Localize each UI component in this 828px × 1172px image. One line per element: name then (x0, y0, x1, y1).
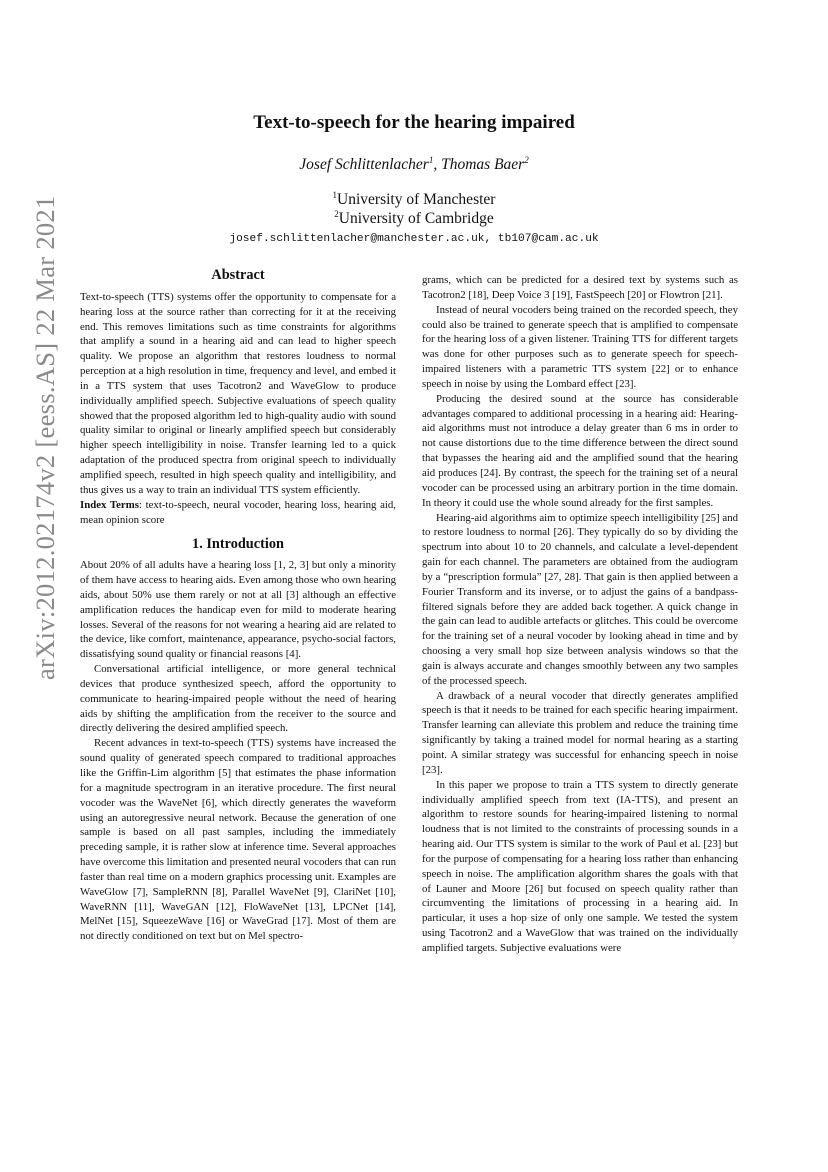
introduction-heading: 1. Introduction (192, 536, 284, 553)
right-column (422, 273, 738, 956)
arxiv-identifier: arXiv:2012.02174v2 [eess.AS] 22 Mar 2021 (30, 195, 60, 680)
intro-paragraph-8: In this paper we propose to train a TTS system to directly generate individually amplified speech from text (IA-TTS), and present an algorithm to restore sounds for hearing-impaired listening to normal loudness that is not limited to the constraints of processing sounds in a hearing aid. Our TTS system is similar to the work of Paul et al. [23] but for the purpose of compensating for a hearing loss rather than enhancing speech in noise. The amplification algorithm shares the goals with that of Launer and Moore [26] but focused on speech quality rather than circumventing the limitations of processing in a hearing aid. In particular, it uses a hop size of only one sample. We tested the system using Tacotron2 and a WaveGlow that was trained on the individually amplified targets. Subjective evaluations were (422, 778, 738, 954)
author-1-affil-mark: 1 (428, 154, 434, 165)
affiliation-2-mark: 2 (334, 208, 339, 219)
author-2-affil-mark: 2 (524, 154, 529, 165)
author-separator: , (433, 156, 442, 173)
affiliation-2 (80, 209, 748, 228)
intro-paragraph-6: Hearing-aid algorithms aim to optimize speech intelligibility [25] and to restore loudness to normal [26]. They typically do so by dividing the spectrum into about 10 to 20 channels, and calculate a level-dependent gain for each channel. The parameters are obtained from the audiogram by a “prescription formula” [27, 28]. That gain is then applied between a Fourier Transform and its inverse, or to adjust the gains of a bandpass-filtered signals before they are added back together. A quick change in the gain can lead to audible artefacts or glitches. This could be overcome for the training set of a neural vocoder by looking ahead in time and by choosing a very small hop size between analysis windows so that the gain is always accurate and changes smoothly between any two samples of the processed speech. (422, 511, 738, 687)
paper-title: Text-to-speech for the hearing impaired (253, 112, 575, 133)
index-terms (80, 498, 396, 528)
index-terms-label: Index Terms (80, 498, 139, 511)
intro-paragraph-4: Instead of neural vocoders being trained on the recorded speech, they could also be trained to generate speech that is amplified to compensate for the hearing loss of a given listener. Training TTS for different targets was done for other purposes such as to generate speech for speech-impaired listeners with a parametric TTS system [22] or to enhance speech in noise by using the Lombard effect [23]. (422, 303, 738, 390)
left-column (80, 266, 396, 944)
intro-paragraph-3: Recent advances in text-to-speech (TTS) systems have increased the sound quality of generated speech compared to traditional approaches like the Griffin-Lim algorithm [5] that estimates the phase information for a magnitude spectrogram in an iterative procedure. The first neural vocoder was the WaveNet [6], which directly generates the waveform using an autoregressive neural network. Because the generation of one sample is based on all past samples, including the immediately preceding sample, it is rather slow at inference time. Several approaches have overcome this limitation and presented neural vocoders that can run faster than real time on a modern graphics processing unit. Examples are WaveGlow [7], SampleRNN [8], Parallel WaveNet [9], ClariNet [10], WaveRNN [11], WaveGAN [12], FloWaveNet [13], LPCNet [14], MelNet [15], SqueezeWave [16] or WaveGrad [17]. Most of them are not directly conditioned on text but on Mel spectro- (80, 737, 396, 943)
author-1: Josef Schlittenlacher (299, 156, 429, 173)
affiliation-2-name: University of Cambridge (338, 210, 494, 227)
index-terms-text: : text-to-speech, neural vocoder, hearing loss, hearing aid, mean opinion score (80, 498, 396, 526)
affiliation-1 (80, 190, 748, 209)
abstract-heading: Abstract (211, 267, 265, 283)
intro-paragraph-2: Conversational artificial intelligence, or more general technical devices that produce synthesized speech, afford the opportunity to communicate to hearing-impaired people without the need of hearing aids by shifting the amplification from the receiver to the source and directly delivering the desired amplified speech. (80, 663, 396, 735)
arxiv-stamp (0, 0, 60, 1172)
author-list (80, 156, 748, 174)
affiliation-1-name: University of Manchester (337, 191, 496, 208)
affiliation-1-mark: 1 (332, 189, 338, 200)
abstract-text: Text-to-speech (TTS) systems offer the opportunity to compensate for a hearing loss at the source rather than correcting for it at the receiving end. This removes limitations such as time constraints for algorithms that amplify a sound in a hearing aid and can lead to higher speech quality. We propose an algorithm that restores loudness to normal perception at a high resolution in time, frequency and level, and embed it in a TTS system that uses Tacotron2 and WaveGlow to produce individually amplified speech. Subjective evaluations of speech quality showed that the proposed algorithm led to high-quality audio with sound quality similar to original or linearly amplified speech but considerably higher speech intelligibility in noise. Transfer learning led to a quick adaptation of the produced spectra from original speech to individually amplified speech, resulted in high speech quality and intelligibility, and thus gives us a way to train an individual TTS system efficiently. (80, 290, 397, 496)
intro-paragraph-7: A drawback of a neural vocoder that directly generates amplified speech is that it needs to be trained for each specific hearing impairment. Transfer learning can alleviate this problem and reduce the training time significantly by taking a trained model for normal hearing as a starting point. A similar strategy was successful for enhancing speech in noise [23]. (422, 689, 738, 776)
intro-paragraph-3-continued: grams, which can be predicted for a desired text by systems such as Tacotron2 [18], Deep Voice 3 [19], FastSpeech [20] or Flowtron [21]. (422, 274, 738, 301)
author-emails: josef.schlittenlacher@manchester.ac.uk, tb107@cam.ac.uk (229, 233, 599, 245)
intro-paragraph-5: Producing the desired sound at the source has considerable advantages compared to additional processing in a hearing aid: Hearing-aid algorithms must not introduce a delay greater than 6 ms in order to not cause distortions due to the time difference between the direct sound that bypasses the hearing aid and the amplified sound that the hearing aid produces [24]. By contrast, the speech for the training set of a neural vocoder can be processed using an arbitrary portion in the time domain. In theory it could use the whole sound already for the first samples. (422, 392, 738, 509)
affiliations (80, 190, 748, 228)
intro-paragraph-1: About 20% of all adults have a hearing loss [1, 2, 3] but only a minority of them have access to hearing aids. Even among those who own hearing aids, about 50% use them rarely or not at all [3] although an effective amplification reduces the handicap even for mild to moderate hearing losses. Several of the reasons for not wearing a hearing aid are related to the device, like comfort, maintenance, appearance, psycho-social factors, dissatisfying sound quality or financial reasons [4]. (80, 559, 396, 661)
author-2: Thomas Baer (441, 156, 525, 173)
paper-header (80, 112, 748, 245)
